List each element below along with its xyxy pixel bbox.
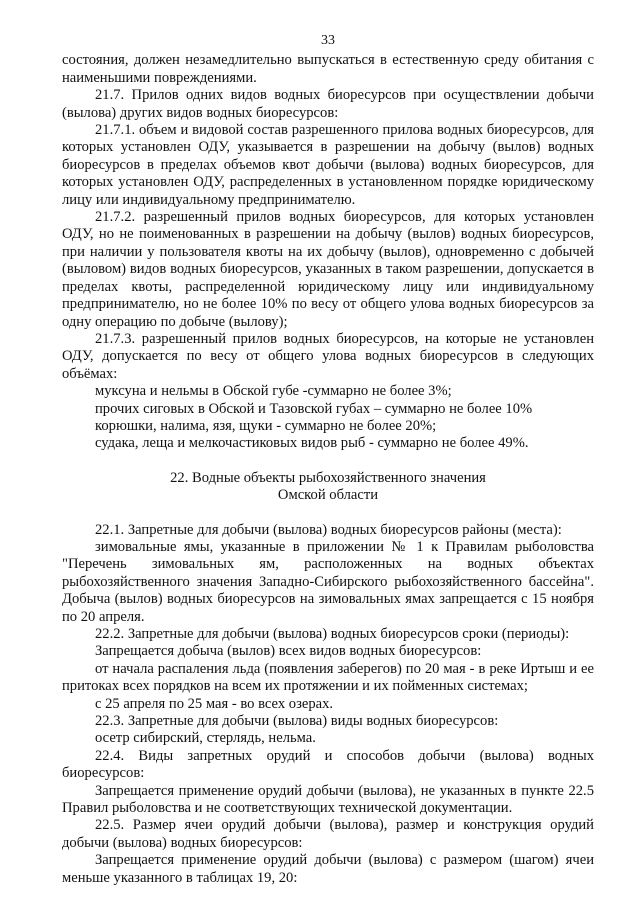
paragraph: 22.1. Запретные для добычи (вылова) водных биоресурсов районы (места):: [95, 521, 562, 538]
page-number: 33: [321, 33, 335, 48]
paragraph: 21.7. Прилов одних видов водных биоресурсов при осуществлении добычи (вылова) других видов водных биоресурсов:: [62, 87, 594, 121]
paragraph: 21.7.1. объем и видовой состав разрешенного прилова водных биоресурсов, для которых установлен ОДУ, указывается в разрешении на добычу (вылов) водных биоресурсов в пределах объемов квот добычи (вылова) водных биоресурсов, для которых установлен ОДУ, распределенных в установленном порядке юридическому лицу или индивидуальному предпринимателю.: [62, 122, 594, 208]
section-heading: [62, 470, 594, 505]
paragraph: 21.7.3. разрешенный прилов водных биоресурсов, на которые не установлен ОДУ, допускается по весу от общего улова водных биоресурсов в следующих объёмах:: [62, 330, 594, 382]
paragraph: Запрещается добыча (вылов) всех видов водных биоресурсов:: [95, 643, 482, 660]
paragraph: Запрещается применение орудий добычи (вылова) с размером (шагом) ячеи меньше указанного в таблицах 19, 20:: [62, 852, 594, 886]
paragraph: судака, леща и мелкочастиковых видов рыб - суммарно не более 49%.: [95, 435, 529, 452]
paragraph: 22.3. Запретные для добычи (вылова) виды водных биоресурсов:: [95, 713, 499, 730]
paragraph: 22.4. Виды запретных орудий и способов добычи (вылова) водных биоресурсов:: [62, 747, 594, 782]
paragraph: осетр сибирский, стерлядь, нельма.: [95, 730, 316, 747]
paragraph: 22.2. Запретные для добычи (вылова) водных биоресурсов сроки (периоды):: [95, 626, 570, 642]
paragraph: 22.5. Размер ячеи орудий добычи (вылова), размер и конструкция орудий добычи (вылова) водных биоресурсов:: [62, 817, 594, 851]
paragraph: Запрещается применение орудий добычи (вылова), не указанных в пункте 22.5 Правил рыболовства и не соответствующих технической документации.: [62, 782, 594, 817]
paragraph: от начала распаления льда (появления заберегов) по 20 мая - в реке Иртыш и ее притоках всех порядков на всем их протяжении и их пойменных системах;: [62, 660, 594, 695]
paragraph: муксуна и нельмы в Обской губе -суммарно не более 3%;: [95, 383, 452, 400]
section-heading-line2: Омской области: [277, 487, 379, 504]
section-heading-line1: 22. Водные объекты рыбохозяйственного значения: [170, 469, 486, 486]
section-22-text: [62, 522, 594, 888]
paragraph: корюшки, налима, язя, щуки - суммарно не более 20%;: [95, 417, 437, 434]
paragraph: с 25 апреля по 25 мая - во всех озерах.: [95, 695, 334, 712]
paragraph: прочих сиговых в Обской и Тазовской губах – суммарно не более 10%: [95, 400, 533, 417]
section-21-text: [62, 52, 594, 452]
paragraph: зимовальные ямы, указанные в приложении № 1 к Правилам рыболовства "Перечень зимовальных ям, расположенных на водных объектах рыбохозяйственного значения Западно-Сибирского рыбохозяйственного бассейна". Добыча (вылов) водных биоресурсов на зимовальных ямах запрещается с 15 ноября по 20 апреля.: [62, 538, 594, 625]
paragraph: 21.7.2. разрешенный прилов водных биоресурсов, для которых установлен ОДУ, но не поименованных в разрешении на добычу (вылов) водных биоресурсов, при наличии у пользователя квоты на их добычу (вылов), одновременно с добычей (выловом) видов водных биоресурсов, указанных в таком разрешении, допускается в пределах квоты, распределенной юридическому лицу или индивидуальному предпринимателю, но не более 10% по весу от общего улова водных биоресурсов за одну операцию по добыче (вылову);: [62, 209, 594, 330]
paragraph: состояния, должен незамедлительно выпускаться в естественную среду обитания с наименьшими повреждениями.: [62, 52, 594, 86]
